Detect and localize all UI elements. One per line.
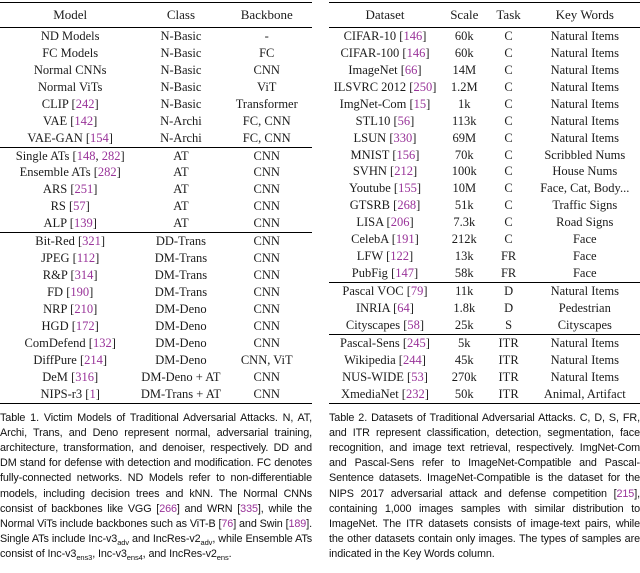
table-cell: 45k: [454, 352, 474, 367]
table-row: [0, 284, 312, 301]
table-cell: AT: [173, 216, 189, 231]
table-cell: CNN: [222, 147, 313, 164]
citation-link[interactable]: 232: [405, 386, 425, 401]
table-cell: CNN: [253, 62, 280, 77]
victim-models-table: [0, 2, 312, 404]
table-row: [329, 265, 640, 282]
header-row: [329, 3, 640, 28]
table-cell-name: ComDefend [132]: [24, 335, 116, 350]
table-2-caption: Table 2. Datasets of Traditional Adversarial Attacks. C, D, S, FR, and ITR represent classification, detection, segmentation, face recognition, and image text retrieval, respectively. ImgNet-Com and Pascal-Sens refer to ImageNet-Compatible and Pascal-Sentence datasets. ImageNet-Compatible is the dataset for the NIPS 2017 adversarial attack and defense competition [215], containing 1,000 images samples with similar distribution to ImageNet. The ITR datasets consists of image-text pairs, while the other datasets contain only images. The types of samples are indicated in the Key Words column.: [329, 411, 640, 561]
table-cell: Natural Items: [530, 283, 640, 300]
table-cell: FR: [500, 249, 517, 264]
table-cell: 270k: [451, 369, 477, 384]
table-cell: AT: [173, 182, 189, 197]
table-cell: C: [504, 96, 513, 111]
citation-link[interactable]: 53: [411, 369, 424, 384]
table-cell-name: NIPS-r3 [1]: [40, 386, 100, 401]
table-cell: CNN: [253, 386, 280, 401]
table-row: [0, 130, 312, 147]
table-cell-name: Cityscapes [58]: [345, 317, 425, 332]
table-cell-name: NRP [210]: [43, 301, 98, 316]
table-cell: Natural Items: [530, 334, 640, 351]
table-cell: 50k: [454, 386, 474, 401]
table-cell: DM-Trans + AT: [140, 386, 222, 401]
table-cell: DM-Deno + AT: [141, 369, 221, 384]
citation-link[interactable]: 148: [76, 148, 96, 163]
table-1-figure: [0, 2, 312, 563]
citation-link[interactable]: 156: [396, 147, 416, 162]
table-row: [329, 147, 640, 164]
citation-link[interactable]: 250: [413, 79, 433, 94]
table-cell: FC, CNN: [242, 130, 291, 145]
table-cell: ITR: [498, 386, 519, 401]
table-row: [329, 300, 640, 317]
table-cell: C: [504, 130, 513, 145]
citation-link[interactable]: 79: [410, 284, 424, 299]
table-cell: 14M: [452, 62, 477, 77]
citation-link[interactable]: 282: [101, 148, 121, 163]
citation-link[interactable]: 242: [75, 96, 95, 111]
table-cell: 51k: [454, 198, 474, 213]
header-row: [0, 3, 312, 28]
table-cell: Traffic Signs: [552, 198, 618, 213]
table-cell: Transformer: [235, 96, 298, 111]
table-cell: N-Archi: [160, 113, 202, 128]
citation-link[interactable]: 330: [393, 130, 413, 145]
citation-link[interactable]: 189: [288, 518, 307, 531]
table-cell-name: CelebA [191]: [351, 232, 419, 247]
table-cell-name: ImageNet [66]: [348, 62, 422, 77]
table-cell: D: [488, 283, 530, 300]
table-cell-name: Normal ViTs: [37, 79, 103, 94]
table-cell-name: NUS-WIDE [53]: [342, 369, 428, 384]
table-row: [0, 233, 312, 250]
table-cell-name: JPEG [112]: [41, 251, 100, 266]
table-row: [0, 301, 312, 318]
table-row: [0, 147, 312, 164]
table-row: [329, 62, 640, 79]
table-row: [329, 352, 640, 369]
table-cell: CNN: [253, 285, 280, 300]
subscript-text: ens3: [76, 553, 93, 563]
column-header: Class: [140, 3, 221, 28]
table-cell: CNN: [253, 165, 280, 180]
table-cell: 5k: [441, 334, 488, 351]
table-2-figure: [329, 2, 640, 563]
table-section: [329, 334, 640, 403]
table-cell-name: STL10 [56]: [355, 113, 415, 128]
table-cell-name: ImgNet-Com [15]: [339, 96, 431, 111]
table-cell-name: ND Models: [40, 28, 100, 43]
table-cell: DM-Deno: [155, 301, 207, 316]
table-cell: AT: [173, 199, 189, 214]
table-cell-name: HGD [172]: [41, 318, 99, 333]
citation-link[interactable]: 146: [403, 28, 423, 43]
table-row: [0, 96, 312, 113]
table-cell: -: [264, 28, 269, 43]
table-cell-name: CIFAR-100 [146]: [340, 45, 430, 60]
table-cell: CNN: [253, 301, 280, 316]
table-row: [329, 130, 640, 147]
table-row: [0, 318, 312, 335]
citation-link[interactable]: 244: [402, 352, 422, 367]
citation-link[interactable]: 190: [70, 285, 90, 300]
table-section: [329, 28, 640, 283]
table-cell: DD-Trans: [140, 233, 221, 250]
table-cell: Pedestrian: [558, 300, 611, 315]
table-cell: Road Signs: [556, 215, 614, 230]
citation-link[interactable]: 215: [616, 487, 635, 500]
table-cell: C: [504, 147, 513, 162]
table-cell: FC: [259, 45, 275, 60]
table-row: [329, 28, 640, 45]
subscript-text: adv: [200, 538, 213, 548]
table-cell-name: Bit-Red [321]: [0, 233, 140, 250]
table-cell: CNN, ViT: [240, 352, 293, 367]
table-cell: C: [504, 232, 513, 247]
citation-link[interactable]: 1: [89, 386, 96, 401]
table-cell: 7.3k: [453, 215, 476, 230]
table-section: [0, 147, 312, 233]
table-cell: 1.8k: [453, 300, 476, 315]
table-row: [329, 283, 640, 300]
citation-link[interactable]: 139: [73, 216, 93, 231]
table-cell: N-Basic: [160, 96, 202, 111]
table-cell: Natural Items: [550, 62, 619, 77]
table-cell: DM-Deno: [155, 335, 207, 350]
table-row: [329, 45, 640, 62]
citation-link[interactable]: 206: [390, 215, 410, 230]
table-cell: 212k: [451, 232, 477, 247]
table-row: [329, 231, 640, 248]
table-cell: N-Basic: [160, 28, 202, 43]
table-cell: 69M: [452, 130, 477, 145]
table-1-caption: Table 1. Victim Models of Traditional Adversarial Attacks. N, AT, Archi, Trans, and Deno represent normal, adversarial training, architecture, transformation, and denoiser, respectively. DD and DM stand for defense with detection and modification. FC denotes fully-connected networks. ND Models refer to non-differentiable models, including decision trees and kNN. The Normal CNNs consist of backbones like VGG [266] and WRN [335], while the Normal ViTs include backbones such as ViT-B [76] and Swin [189]. Single ATs include Inc-$v3_{adv}$ and IncRes-$v2_{adv}$, while Ensemble ATs consist of Inc-$v3_{ens3}$, Inc-$v3_{ens4}$, and IncRes-$v2_{ens}$.: [0, 411, 313, 563]
citation-link[interactable]: 155: [398, 181, 417, 196]
table-cell: ITR: [498, 352, 519, 367]
table-cell: 25k: [454, 317, 474, 332]
table-cell-name: Wikipedia [244]: [344, 352, 426, 367]
table-cell: C: [504, 62, 513, 77]
table-row: [329, 369, 640, 386]
table-cell: Animal, Artifact: [543, 386, 626, 401]
table-row: [0, 215, 312, 232]
table-cell: Face: [572, 232, 597, 247]
table-cell-name: FC Models: [42, 45, 99, 60]
table-cell: CNN: [253, 216, 280, 231]
table-cell: ITR: [498, 369, 519, 384]
table-cell: Cityscapes: [557, 317, 612, 332]
table-row: [329, 197, 640, 214]
table-cell-name: LFW [122]: [356, 249, 414, 264]
citation-link[interactable]: 154: [90, 130, 109, 145]
table-cell: C: [504, 45, 513, 60]
citation-link[interactable]: 76: [221, 518, 234, 531]
table-cell-name: MNIST [156]: [350, 147, 420, 162]
table-cell: Natural Items: [550, 369, 619, 384]
citation-link[interactable]: 112: [76, 251, 96, 266]
citation-link[interactable]: 58: [407, 317, 420, 332]
table-cell-name: Pascal-Sens [245]: [329, 334, 441, 351]
table-section: [0, 28, 312, 148]
citation-link[interactable]: 172: [75, 318, 95, 333]
table-row: [329, 317, 640, 334]
table-cell-name: RS [57]: [50, 199, 90, 214]
citation-link[interactable]: 245: [407, 335, 426, 350]
table-cell-name: VAE [142]: [43, 113, 98, 128]
citation-link[interactable]: 212: [394, 164, 413, 179]
citation-link[interactable]: 335: [240, 502, 258, 515]
table-cell: ITR: [488, 334, 530, 351]
table-cell: C: [504, 79, 513, 94]
table-cell-name: VAE-GAN [154]: [27, 130, 113, 145]
table-cell: N-Basic: [160, 45, 202, 60]
table-cell: DM-Deno: [155, 318, 207, 333]
citation-link[interactable]: 146: [406, 45, 426, 60]
left-column: [0, 0, 312, 563]
table-cell: Scribbled Nums: [544, 147, 626, 162]
table-cell: 113k: [452, 113, 477, 128]
citation-link[interactable]: 147: [395, 266, 414, 281]
citation-link[interactable]: 268: [397, 198, 417, 213]
column-header: Dataset: [329, 3, 441, 28]
subscript-text: ens: [216, 553, 229, 563]
table-cell-name: ILSVRC 2012 [250]: [333, 79, 437, 94]
citation-link[interactable]: 66: [404, 62, 418, 77]
citation-link[interactable]: 210: [74, 301, 94, 316]
table-row: [329, 248, 640, 265]
table-cell: House Nums: [552, 164, 618, 179]
table-cell: Natural Items: [550, 79, 619, 94]
table-row: [0, 352, 312, 369]
table-row: [329, 334, 640, 351]
table-cell: DM-Trans: [154, 251, 208, 266]
table-cell: 60k: [454, 28, 474, 43]
table-cell: Natural Items: [550, 28, 619, 43]
table-cell-name: SVHN [212]: [352, 164, 418, 179]
table-cell-name: Ensemble ATs [282]: [19, 165, 121, 180]
table-cell: Natural Items: [550, 45, 619, 60]
table-cell-name: LISA [206]: [356, 215, 414, 230]
table-row: [329, 214, 640, 231]
table-row: [329, 113, 640, 130]
table-cell: Natural Items: [550, 113, 619, 128]
table-cell: C: [504, 113, 513, 128]
table-cell: 11k: [441, 283, 488, 300]
table-cell: Natural Items: [550, 352, 619, 367]
table-cell: CNN: [253, 335, 280, 350]
table-row: [0, 198, 312, 215]
table-cell: Face: [572, 249, 597, 264]
table-cell: C: [504, 28, 513, 43]
table-cell-name: DeM [316]: [42, 369, 99, 384]
table-cell-name: PubFig [147]: [351, 266, 419, 281]
table-row: [0, 369, 312, 386]
table-cell: C: [504, 164, 513, 179]
table-cell: CNN: [253, 318, 280, 333]
table-cell-name: ALP [139]: [43, 216, 97, 231]
citation-link[interactable]: 15: [413, 96, 427, 111]
table-cell: CNN: [253, 251, 280, 266]
datasets-table: [329, 2, 640, 404]
column-header: Scale: [441, 3, 488, 28]
table-cell-name: CIFAR-10 [146]: [343, 28, 427, 43]
citation-link[interactable]: 122: [390, 249, 409, 264]
column-header: Key Words: [530, 3, 640, 28]
table-row: [0, 113, 312, 130]
table-row: [0, 165, 312, 182]
table-cell-name: DiffPure [214]: [33, 352, 108, 367]
table-cell-name: GTSRB [268]: [349, 198, 421, 213]
table-cell: CNN: [253, 199, 280, 214]
citation-link[interactable]: 56: [397, 113, 411, 128]
table-cell: DM-Trans: [154, 268, 208, 283]
table-cell-name: XmediaNet [232]: [341, 386, 429, 401]
table-section: [0, 233, 312, 403]
table-row: [329, 79, 640, 96]
table-cell: DM-Deno: [155, 352, 207, 367]
table-row: [329, 386, 640, 403]
table-row: [0, 181, 312, 198]
table-cell: 10M: [452, 181, 477, 196]
column-header: Model: [0, 3, 140, 28]
citation-link[interactable]: 142: [74, 113, 94, 128]
table-cell: AT: [140, 147, 221, 164]
table-cell: CNN: [253, 182, 280, 197]
citation-link[interactable]: 57: [73, 199, 86, 214]
table-cell-name: CLIP [242]: [41, 96, 99, 111]
table-cell: S: [505, 317, 513, 332]
table-cell: 100k: [451, 164, 477, 179]
table-cell-name: INRIA [64]: [355, 300, 414, 315]
table-cell: DM-Trans: [154, 285, 208, 300]
table-cell-name: Normal CNNs: [33, 62, 107, 77]
table-cell: 60k: [454, 45, 474, 60]
table-row: [0, 45, 312, 62]
right-column: [329, 0, 640, 563]
table-cell: C: [504, 181, 513, 196]
table-row: [0, 28, 312, 45]
table-cell: 13k: [454, 249, 474, 264]
table-cell: 58k: [454, 266, 474, 281]
table-cell: D: [504, 300, 514, 315]
table-cell: Natural Items: [550, 130, 619, 145]
table-cell: 70k: [454, 147, 474, 162]
table-row: [0, 386, 312, 403]
table-section: [329, 283, 640, 335]
table-cell-name: R&P [314]: [42, 268, 98, 283]
table-cell: ViT: [257, 79, 277, 94]
table-row: [329, 96, 640, 113]
table-cell: FR: [500, 266, 517, 281]
table-cell: FC, CNN: [242, 113, 291, 128]
table-row: [0, 267, 312, 284]
table-cell: 1.2M: [450, 79, 478, 94]
table-cell: Natural Items: [550, 96, 619, 111]
table-cell: C: [504, 215, 513, 230]
table-row: [0, 335, 312, 352]
table-cell-name: LSUN [330]: [353, 130, 417, 145]
citation-link[interactable]: 314: [74, 268, 94, 283]
citation-link[interactable]: 64: [397, 300, 410, 315]
column-header: Task: [488, 3, 530, 28]
table-cell: CNN: [253, 369, 280, 384]
table-cell-name: Pascal VOC [79]: [329, 283, 441, 300]
table-cell: N-Archi: [160, 130, 202, 145]
table-cell-name: ARS [251]: [42, 182, 98, 197]
citation-link[interactable]: 214: [84, 352, 103, 367]
table-cell: AT: [173, 165, 189, 180]
table-row: [329, 180, 640, 197]
table-cell-name: Youtube [155]: [348, 181, 421, 196]
citation-link[interactable]: 251: [74, 182, 94, 197]
subscript-text: ens4: [126, 553, 143, 563]
citation-link[interactable]: 282: [97, 165, 117, 180]
table-row: [0, 79, 312, 96]
citation-link[interactable]: 316: [75, 369, 94, 384]
subscript-text: adv: [117, 538, 129, 548]
column-header: Backbone: [222, 3, 313, 28]
table-cell-name: FD [190]: [47, 285, 94, 300]
table-cell: Face, Cat, Body...: [540, 181, 630, 196]
citation-link[interactable]: 321: [82, 234, 101, 249]
table-row: [0, 62, 312, 79]
table-cell: CNN: [222, 233, 313, 250]
table-cell-name: Single ATs [148, 282]: [0, 147, 140, 164]
table-cell: C: [504, 198, 513, 213]
table-cell: CNN: [253, 268, 280, 283]
citation-link[interactable]: 266: [159, 502, 177, 515]
table-cell: N-Basic: [160, 62, 202, 77]
table-cell: Face: [572, 266, 597, 281]
citation-link[interactable]: 191: [395, 232, 415, 247]
table-cell: 1k: [458, 96, 471, 111]
table-row: [329, 164, 640, 181]
table-cell: N-Basic: [160, 79, 202, 94]
table-row: [0, 250, 312, 267]
citation-link[interactable]: 132: [92, 335, 112, 350]
